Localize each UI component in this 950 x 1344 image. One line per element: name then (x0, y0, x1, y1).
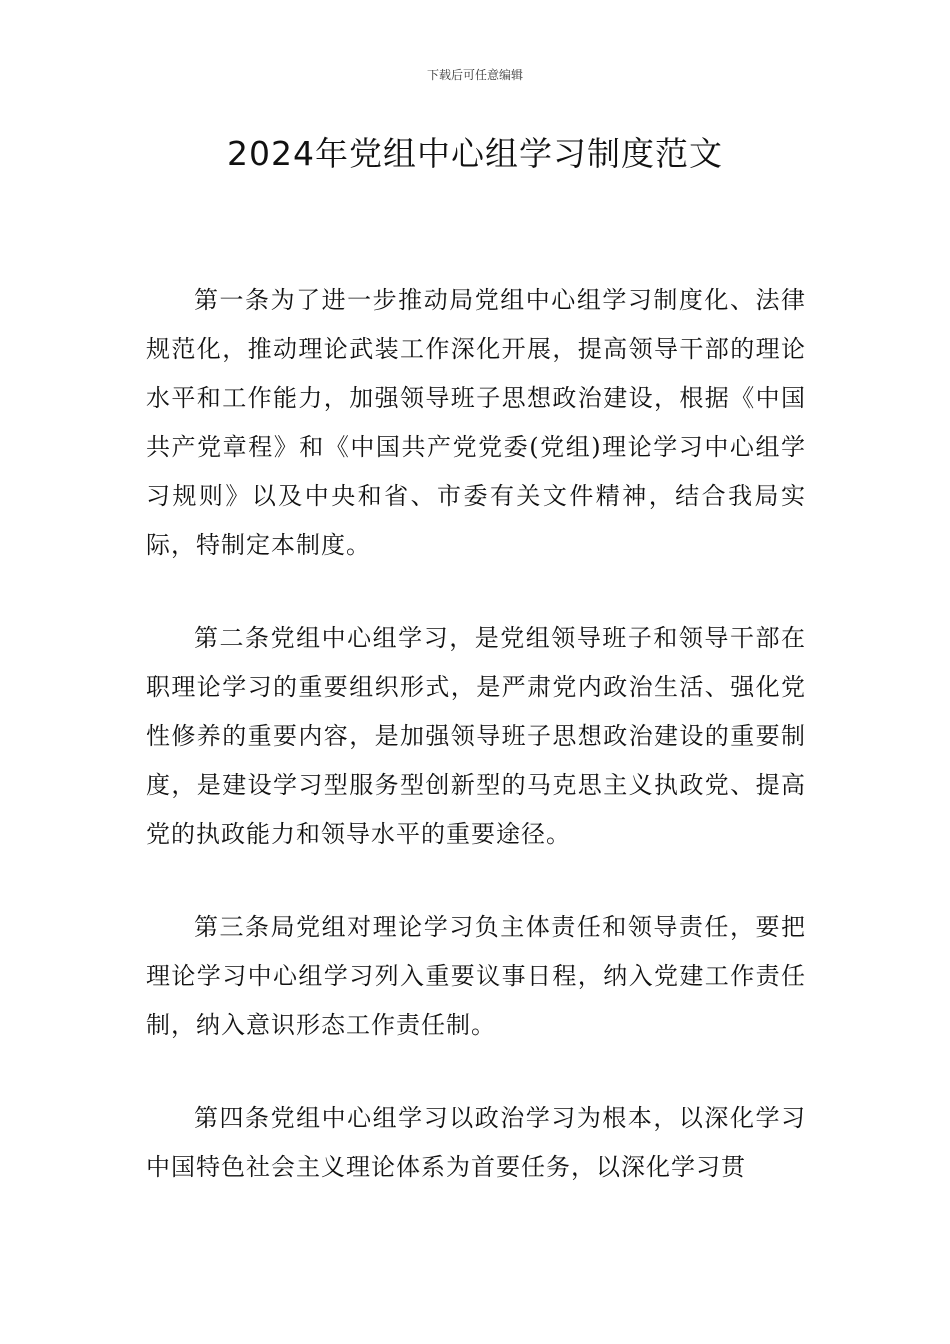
paragraph-article-3: 第三条局党组对理论学习负主体责任和领导责任，要把理论学习中心组学习列入重要议事日程，纳入党建工作责任制，纳入意识形态工作责任制。 (146, 913, 806, 1039)
document-title: 2024年党组中心组学习制度范文 (227, 134, 723, 173)
paragraph-article-2: 第二条党组中心组学习，是党组领导班子和领导干部在职理论学习的重要组织形式，是严肃党内政治生活、强化党性修养的重要内容，是加强领导班子思想政治建设的重要制度，是建设学习型服务型创新型的马克思主义执政党、提高党的执政能力和领导水平的重要途径。 (146, 624, 806, 848)
paragraph-article-1: 第一条为了进一步推动局党组中心组学习制度化、法律规范化，推动理论武装工作深化开展，提高领导干部的理论水平和工作能力，加强领导班子思想政治建设，根据《中国共产党章程》和《中国共产党党委(党组)理论学习中心组学习规则》以及中央和省、市委有关文件精神，结合我局实际，特制定本制度。 (146, 286, 806, 559)
document-body (146, 276, 806, 1236)
paragraph-article-4: 第四条党组中心组学习以政治学习为根本，以深化学习中国特色社会主义理论体系为首要任务，以深化学习贯 (146, 1104, 806, 1181)
header-note: 下载后可任意编辑 (426, 68, 523, 82)
